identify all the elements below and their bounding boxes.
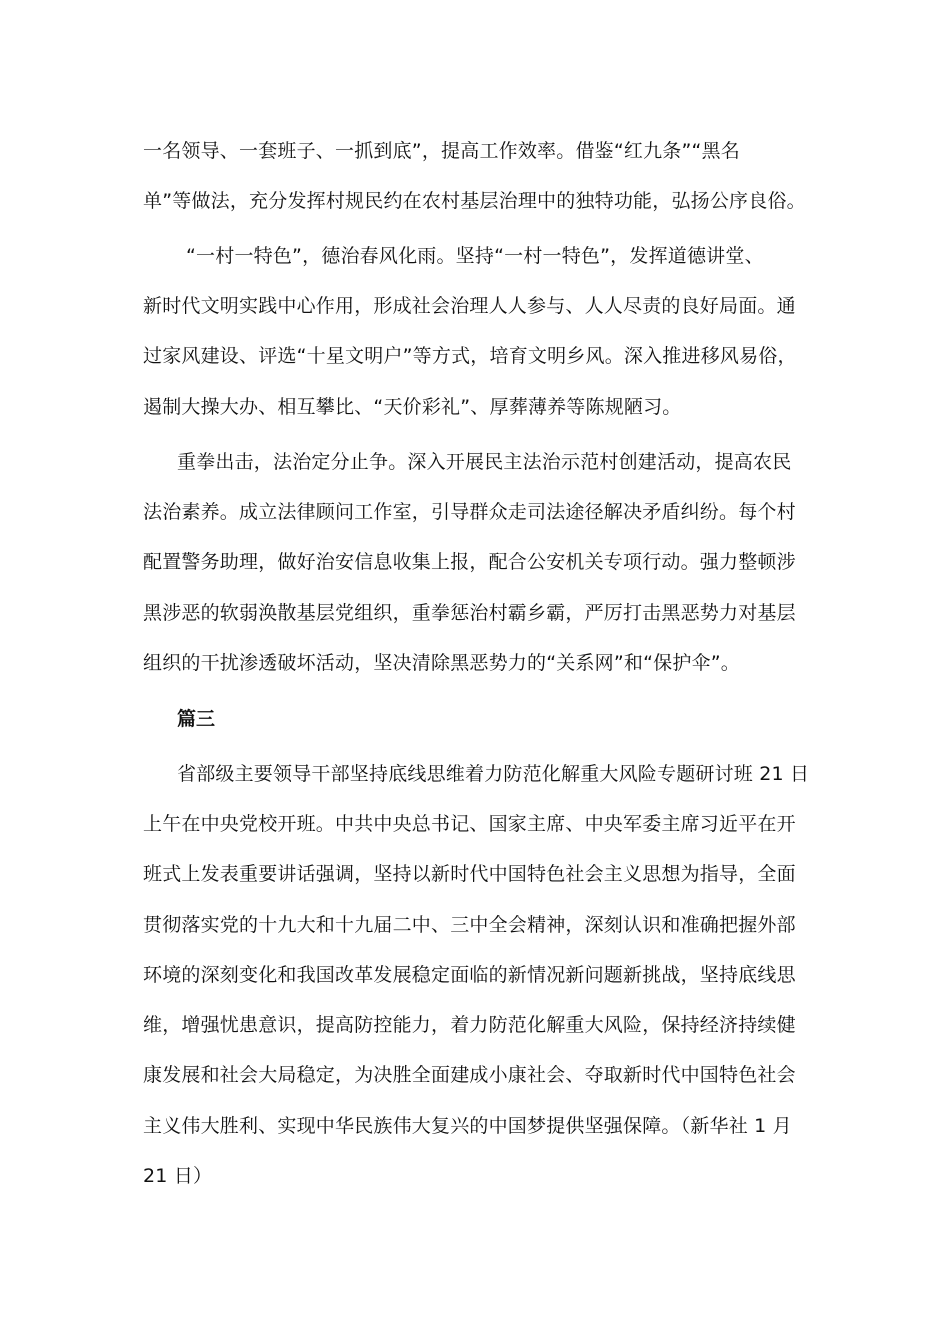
para2-line: 遏制大操大办、相互攀比、“天价彩礼”、厚葬薄养等陈规陋习。 (143, 396, 682, 418)
para4-line: 贯彻落实党的十九大和十九届二中、三中全会精神，深刻认识和准确把握外部 (143, 914, 796, 936)
para4-line: 21 日） (143, 1165, 213, 1187)
para1-line: 单”等做法，充分发挥村规民约在农村基层治理中的独特功能，弘扬公序良俗。 (143, 190, 806, 212)
para3-line: 法治素养。成立法律顾问工作室，引导群众走司法途径解决矛盾纠纷。每个村 (143, 501, 796, 523)
para3-line: 配置警务助理，做好治安信息收集上报，配合公安机关专项行动。强力整顿涉 (143, 551, 796, 573)
para4-line: 主义伟大胜利、实现中华民族伟大复兴的中国梦提供坚强保障。（新华社 1 月 (143, 1115, 792, 1137)
para2-line: “一村一特色”，德治春风化雨。坚持“一村一特色”，发挥道德讲堂、 (186, 245, 764, 267)
para2-line: 新时代文明实践中心作用，形成社会治理人人参与、人人尽责的良好局面。通 (143, 295, 796, 317)
section-heading: 篇三 (177, 708, 216, 730)
para1-line: 一名领导、一套班子、一抓到底”，提高工作效率。借鉴“红九条”“黑名 (143, 140, 740, 162)
para4-line: 上午在中央党校开班。中共中央总书记、国家主席、中央军委主席习近平在开 (143, 813, 796, 835)
para4-line: 班式上发表重要讲话强调，坚持以新时代中国特色社会主义思想为指导，全面 (143, 863, 796, 885)
para3-line: 黑涉恶的软弱涣散基层党组织，重拳惩治村霸乡霸，严厉打击黑恶势力对基层 (143, 602, 796, 624)
para4-line: 康发展和社会大局稳定，为决胜全面建成小康社会、夺取新时代中国特色社会 (143, 1064, 796, 1086)
para4-line: 环境的深刻变化和我国改革发展稳定面临的新情况新问题新挑战，坚持底线思 (143, 964, 796, 986)
para4-line: 省部级主要领导干部坚持底线思维着力防范化解重大风险专题研讨班 21 日 (177, 763, 810, 785)
para3-line: 重拳出击，法治定分止争。深入开展民主法治示范村创建活动，提高农民 (177, 451, 792, 473)
para4-line: 维，增强忧患意识，提高防控能力，着力防范化解重大风险，保持经济持续健 (143, 1014, 796, 1036)
para3-line: 组织的干扰渗透破坏活动，坚决清除黑恶势力的“关系网”和“保护伞”。 (143, 652, 740, 674)
para2-line: 过家风建设、评选“十星文明户”等方式，培育文明乡风。深入推进移风易俗， (143, 345, 797, 367)
